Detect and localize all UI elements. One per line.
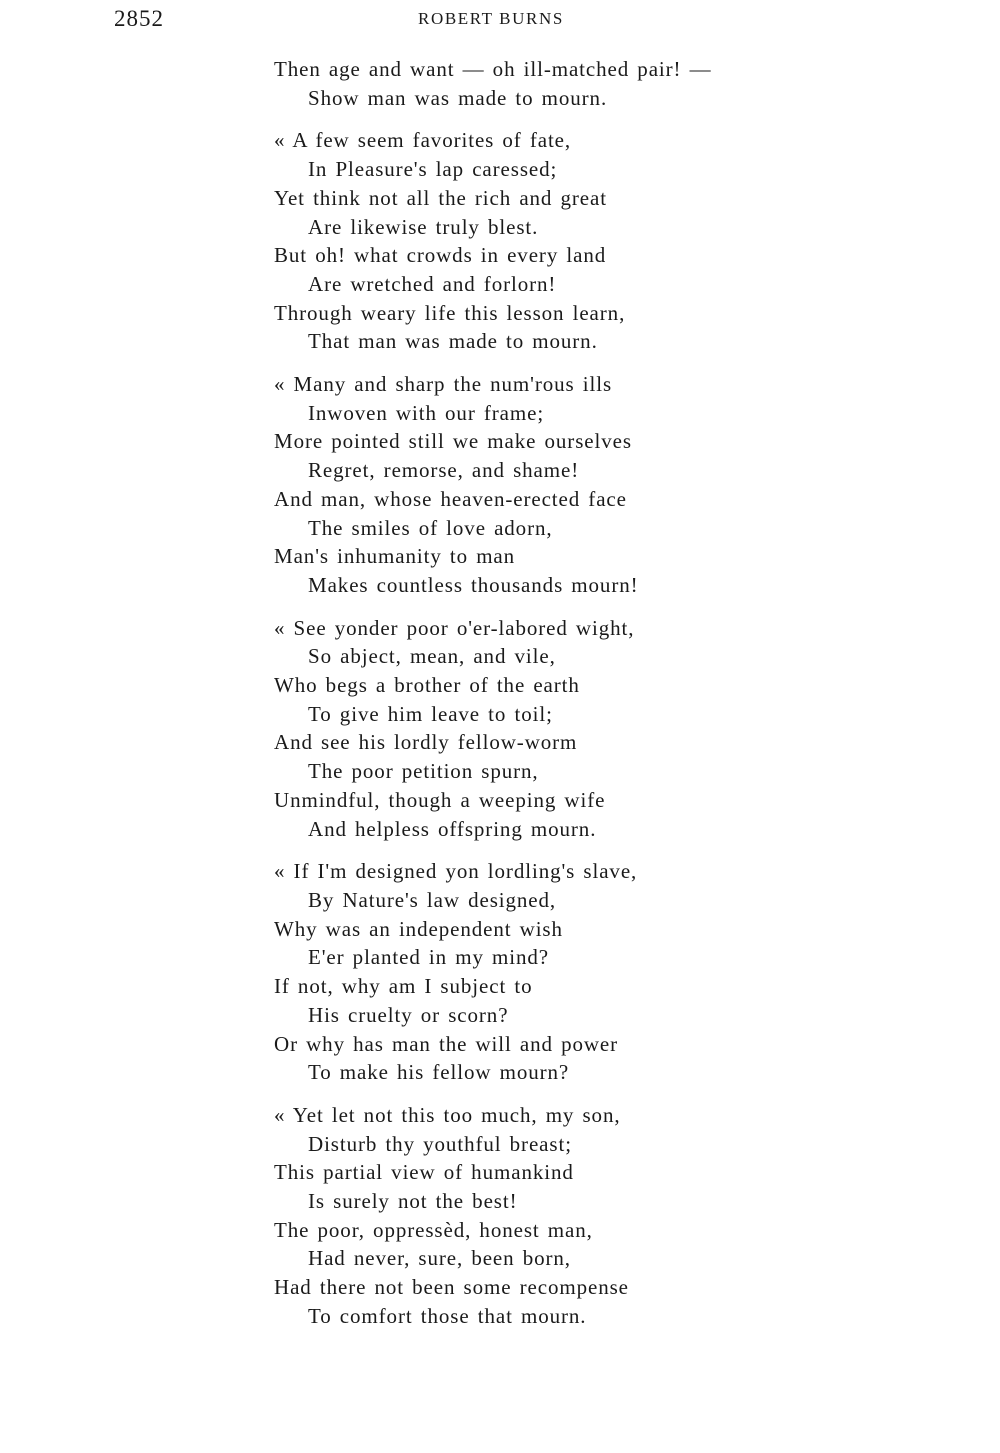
poem-line: « A few seem favorites of fate, [274, 128, 572, 153]
poem-line: To make his fellow mourn? [308, 1060, 570, 1085]
poem-line: The poor, oppressèd, honest man, [274, 1217, 593, 1242]
poem-line: His cruelty or scorn? [308, 1002, 509, 1027]
poem-line: « If I'm designed yon lordling's slave, [274, 859, 638, 884]
poem-line: Man's inhumanity to man [274, 544, 516, 569]
page-number: 2852 [114, 6, 164, 31]
poem-line: Is surely not the best! [308, 1189, 518, 1214]
poem-line: If not, why am I subject to [274, 974, 533, 999]
poem-line: « See yonder poor o'er-labored wight, [274, 615, 635, 640]
poem-line: Through weary life this lesson learn, [274, 300, 626, 325]
poem-line: Had there not been some recompense [274, 1275, 629, 1300]
poem-body [274, 55, 834, 1345]
stanza [274, 370, 834, 600]
poem-line: And helpless offspring mourn. [308, 816, 597, 841]
poem-line: Makes countless thousands mourn! [308, 572, 639, 597]
poem-line: By Nature's law designed, [308, 887, 557, 912]
poem-line: More pointed still we make ourselves [274, 429, 632, 454]
poem-line: Show man was made to mourn. [308, 85, 608, 110]
poem-line: Yet think not all the rich and great [274, 185, 607, 210]
poem-line: And man, whose heaven-erected face [274, 486, 627, 511]
stanza [274, 126, 834, 356]
stanza [274, 614, 834, 844]
poem-line: The poor petition spurn, [308, 759, 539, 784]
poem-line: Are wretched and forlorn! [308, 271, 557, 296]
poem-line: To give him leave to toil; [308, 701, 553, 726]
poem-line: That man was made to mourn. [308, 329, 598, 354]
poem-line: The smiles of love adorn, [308, 515, 553, 540]
poem-line: Why was an independent wish [274, 916, 563, 941]
poem-line: Regret, remorse, and shame! [308, 458, 580, 483]
poem-line: Are likewise truly blest. [308, 214, 539, 239]
running-title: ROBERT BURNS [418, 9, 564, 28]
poem-line: And see his lordly fellow-worm [274, 730, 578, 755]
stanza [274, 1101, 834, 1331]
poem-line: « Many and sharp the num'rous ills [274, 372, 613, 397]
poem-line: So abject, mean, and vile, [308, 644, 556, 669]
poem-line: This partial view of humankind [274, 1160, 574, 1185]
poem-line: E'er planted in my mind? [308, 945, 549, 970]
poem-line: To comfort those that mourn. [308, 1303, 587, 1328]
stanza [274, 857, 834, 1087]
poem-line: Then age and want — oh ill-matched pair! — [274, 57, 712, 81]
poem-line: But oh! what crowds in every land [274, 243, 607, 268]
poem-line: Unmindful, though a weeping wife [274, 787, 606, 812]
stanza [274, 55, 834, 112]
poem-line: In Pleasure's lap caressed; [308, 157, 558, 182]
poem-line: Inwoven with our frame; [308, 400, 545, 425]
poem-line: Disturb thy youthful breast; [308, 1131, 572, 1156]
poem-line: Or why has man the will and power [274, 1031, 619, 1056]
poem-line: Had never, sure, been born, [308, 1246, 571, 1271]
poem-line: Who begs a brother of the earth [274, 673, 580, 698]
poem-line: « Yet let not this too much, my son, [274, 1102, 621, 1127]
